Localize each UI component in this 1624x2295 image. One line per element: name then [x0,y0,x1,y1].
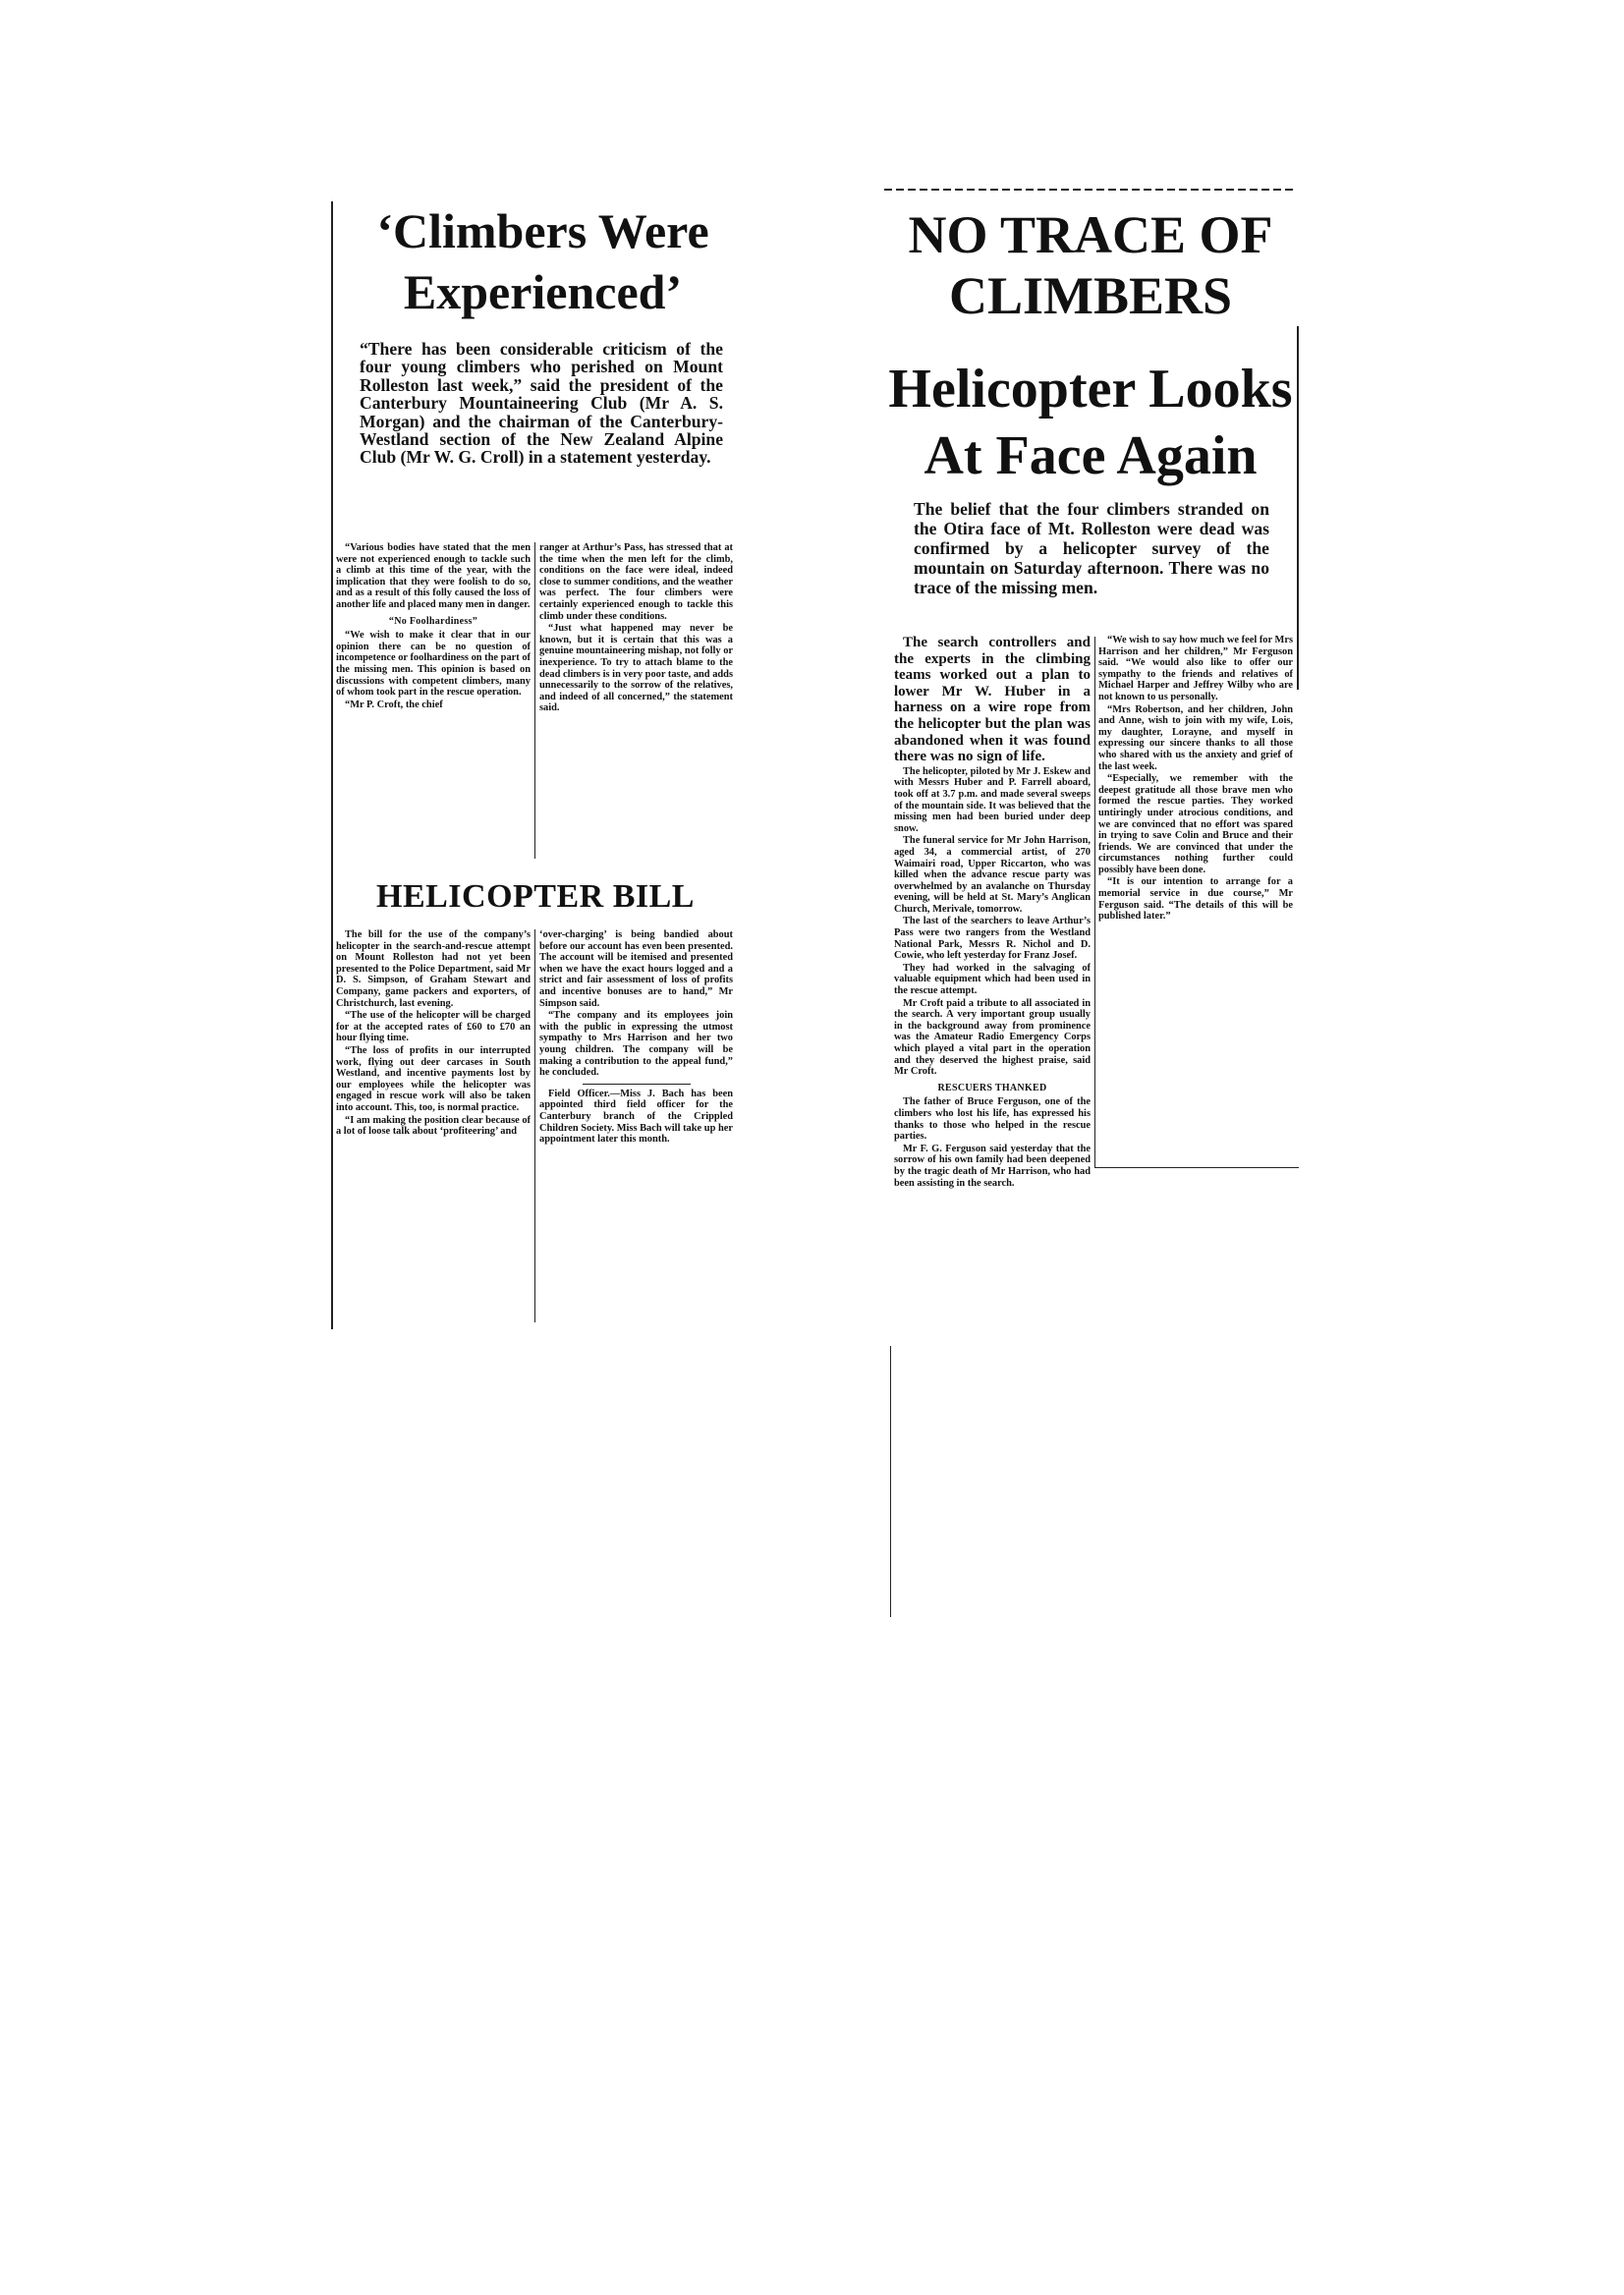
bill-col1-para: The bill for the use of the company’s helicopter in the search-and-rescue attempt on Mount Rolleston had not yet been presented to the Police Department, said Mr D. S. Simpson, of Graham Stewart and Company, game packers and exporters, of Christchurch, last evening. [336,929,531,1009]
right-headline-line2: CLIMBERS [948,266,1233,325]
right-col1-para: Mr Croft paid a tribute to all associated in the search. A very important group usually in the background away from prominence was the Amateur Radio Emergency Corps which played a vital part in the operation and they deserved the highest praise, said Mr Croft. [894,997,1091,1078]
bill-col2 [539,929,733,1147]
bill-col2-para: “The company and its employees join with the public in expressing the utmost sympathy to Mrs Harrison and her two young children. The company will be making a contribution to the appeal fund,” he concluded. [539,1010,733,1079]
right-col1-para: Mr F. G. Ferguson said yesterday that the sorrow of his own family had been deepened by the tragic death of Mr Harrison, who had been assisting in the search. [894,1143,1091,1189]
field-officer-rule [583,1084,691,1085]
right-headline-line1: NO TRACE OF [908,205,1273,264]
left-col1-para: “Various bodies have stated that the men were not experienced enough to tackle such a climb at this time of the year, with the implication that they were foolish to do so, and as a result of this folly caused the loss of another life and placed many men in danger. [336,542,531,610]
bill-col2-para: ‘over-charging’ is being bandied about before our account has even been presented. The account will be itemised and presented when we have the exact hours logged and a strict and fair assessment of loss of profits and incentive bonuses are to hand,” Mr Simpson said. [539,929,733,1009]
left-headline-line1: ‘Climbers Were [376,203,709,258]
right-col2-para: “It is our intention to arrange for a memorial service in due course,” Mr Ferguson said. “The details of this will be published later.” [1098,876,1293,923]
bill-col1-para: “The use of the helicopter will be charged for at the accepted rates of £60 to £70 an hour flying time. [336,1010,531,1044]
left-headline-line2: Experienced’ [403,264,683,319]
left-col1-para: “We wish to make it clear that in our opinion there can be no question of incompetence or foolhardiness on the part of the missing men. This opinion is based on discussions with competent climbers, many of whom took part in the rescue operation. [336,630,531,699]
right-col1-left-rule [890,1346,891,1617]
right-clipping-top-rule [884,189,1297,191]
right-intro: The belief that the four climbers stranded on the Otira face of Mt. Rolleston were dead was confirmed by a helicopter survey of the mountain on Saturday afternoon. There was no trace of the missing men. [914,499,1269,597]
left-col1-para: “Mr P. Croft, the chief [345,699,443,710]
left-column-rule [534,542,535,859]
right-col1 [894,635,1091,1190]
left-headline [339,200,747,322]
left-col1-subhead: “No Foolhardiness” [388,615,478,627]
right-col2 [1098,635,1293,924]
right-subhead [884,356,1297,489]
right-col1-subhead: RESCUERS THANKED [937,1082,1047,1093]
bill-col1 [336,929,531,1139]
right-col2-para: “Mrs Robertson, and her children, John and Anne, wish to join with my wife, Lois, my daughter, Lorayne, and myself in expressing our sincere thanks to all those who shared with us the anxiety and grief of the last week. [1098,703,1293,772]
right-column-rule [1094,637,1095,1167]
right-subhead-line2: At Face Again [924,425,1258,486]
right-col1-para: The funeral service for Mr John Harrison, aged 34, a commercial artist, of 270 Waimairi road, Upper Riccarton, who was killed when the advance rescue party was overwhelmed by an avalanche on Thursday evening, will be held at St. Mary’s Anglican Church, Merivale, tomorrow. [894,835,1091,915]
bill-col1-para: “The loss of profits in our interrupted work, flying out deer carcases in South Westland, and incentive payments lost by our employees while the helicopter was engaged in rescue work will also be taken into account. This, too, is normal practice. [336,1044,531,1113]
right-headline [884,204,1297,326]
right-col1-para: The helicopter, piloted by Mr J. Eskew and with Messrs Huber and P. Farrell aboard, took off at 3.7 p.m. and made several sweeps of the mountain side. It was believed that the missing men had been buried under deep snow. [894,765,1091,834]
right-col2-para: “We wish to say how much we feel for Mrs Harrison and her children,” Mr Ferguson said. “We would also like to offer our sympathy to the friends and relatives of Michael Harper and Jeffrey Wilby who are not known to us personally. [1098,635,1293,702]
right-col2-para: “Especially, we remember with the deepest gratitude all those brave men who formed the rescue parties. They worked untiringly under atrocious conditions, and we are convinced that no effort was spared in trying to save Colin and Bruce and their friends. We are convinced that under the circumstances nothing further could possibly have been done. [1098,773,1293,875]
bill-column-rule [534,929,535,1322]
right-col2-bottom-rule [1094,1167,1299,1168]
left-col2 [539,542,733,715]
right-col1-para: They had worked in the salvaging of valuable equipment which had been used in the rescue attempt. [894,962,1091,997]
field-officer-note: Field Officer.—Miss J. Bach has been appointed third field officer for the Canterbury branch of the Crippled Children Society. Miss Bach will take up her appointment later this month. [539,1088,733,1146]
left-col2-para: “Just what happened may never be known, but it is certain that this was a genuine mountaineering mishap, not folly or inexperience. To try to attach blame to the dead climbers is in very poor taste, and adds unnecessarily to the sorrow of the relatives, and indeed of all concerned,” the statement said. [539,623,733,714]
helicopter-bill-headline: HELICOPTER BILL [376,878,695,915]
right-subhead-line1: Helicopter Looks [888,359,1293,420]
right-col1-para: The father of Bruce Ferguson, one of the climbers who lost his life, has expressed his thanks to those who helped in the rescue parties. [894,1096,1091,1143]
right-col1-lead: The search controllers and the experts in the climbing teams worked out a plan to lower Mr W. Huber in a harness on a wire rope from the helicopter but the plan was abandoned when it was found there was no sign of life. [894,635,1091,765]
left-intro: “There has been considerable criticism of the four young climbers who perished on Mount Rolleston last week,” said the president of the Canterbury Mountaineering Club (Mr A. S. Morgan) and the chairman of the Canterbury-Westland section of the New Zealand Alpine Club (Mr W. G. Croll) in a statement yesterday. [360,339,723,468]
bill-col1-para: “I am making the position clear because of a lot of loose talk about ‘profiteering’ and [336,1114,531,1138]
right-col1-para: The last of the searchers to leave Arthur’s Pass were two rangers from the Westland National Park, Messrs R. Nichol and D. Cowie, who left yesterday for Franz Josef. [894,916,1091,962]
left-col1 [336,542,531,711]
left-col2-para: ranger at Arthur’s Pass, has stressed that at the time when the men left for the climb, conditions on the face were ideal, indeed close to summer conditions, and the weather was perfect. The four climbers were certainly experienced enough to tackle this climb under these conditions. [539,542,733,622]
right-clipping-right-border [1297,326,1299,690]
left-clipping-border [331,201,333,1329]
